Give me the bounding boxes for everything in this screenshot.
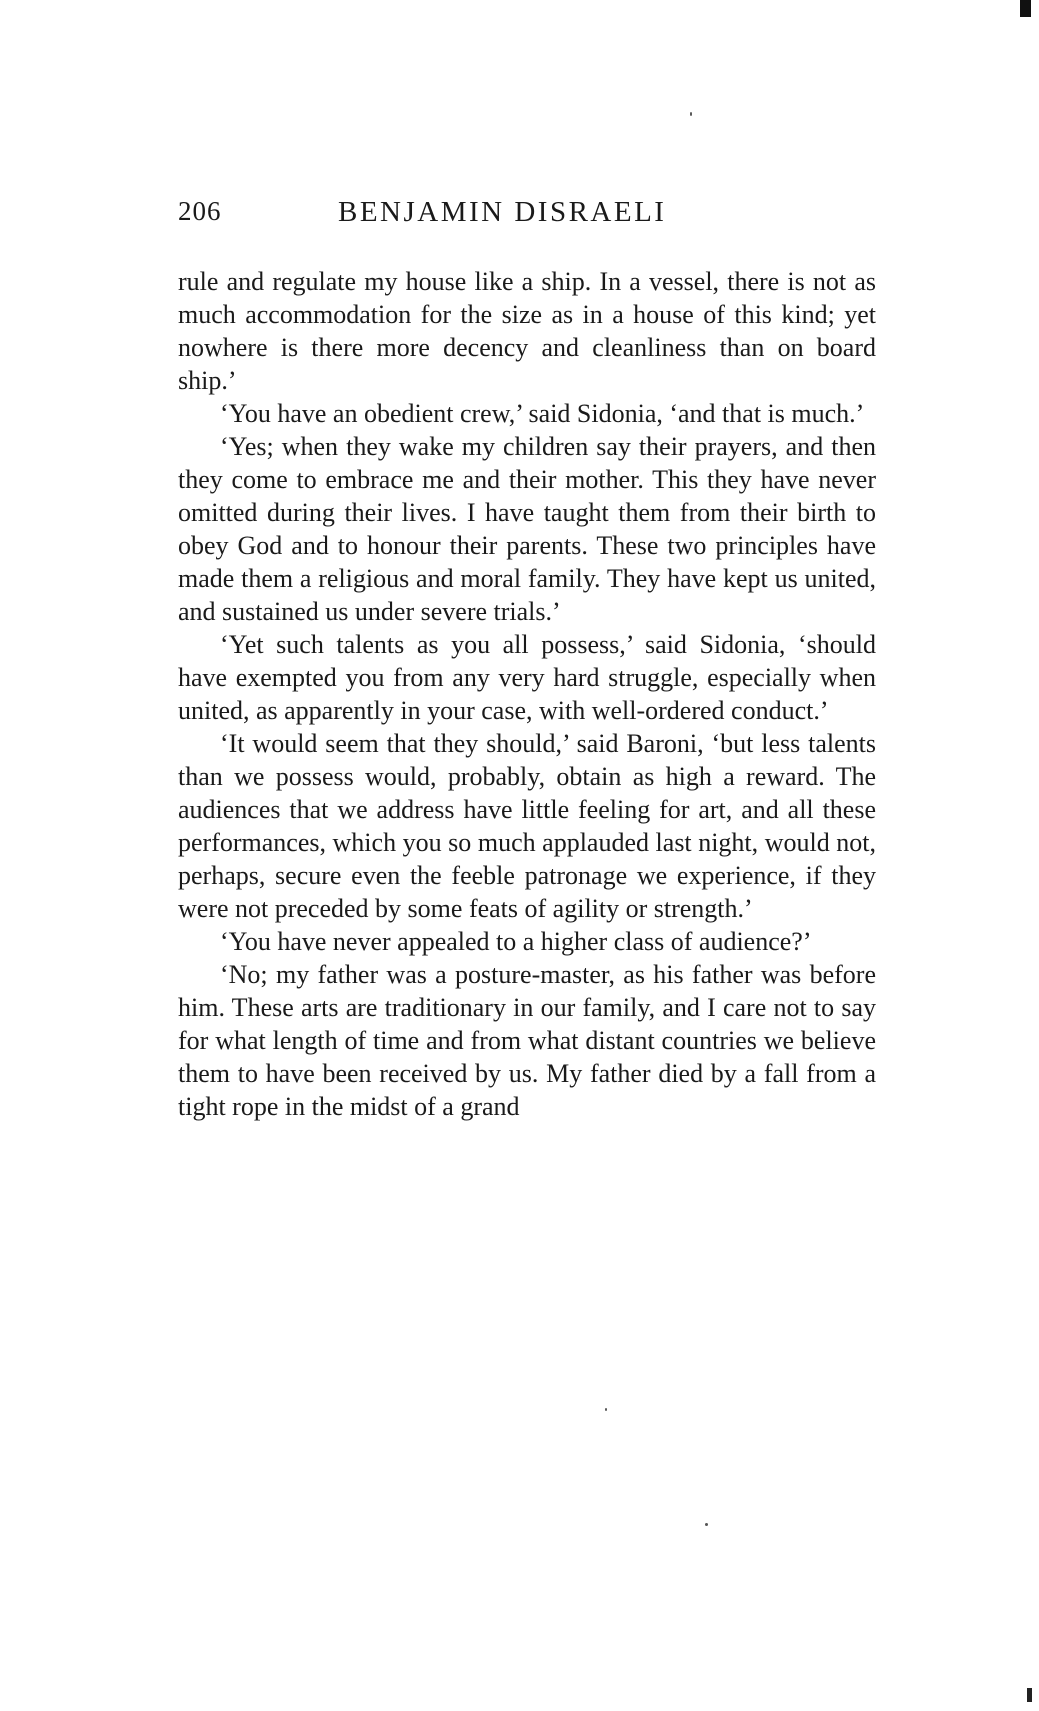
scan-speck [605, 1408, 607, 1411]
running-title: BENJAMIN DISRAELI [338, 196, 667, 228]
scan-edge-mark [1027, 1688, 1032, 1702]
scan-speck [690, 112, 692, 116]
paragraph: rule and regulate my house like a ship. In a vessel, there is not as much accommodation for the size as in a house of this kind; yet nowhere is there more decency and cleanliness than on board ship.’ [178, 267, 876, 395]
paragraph: ‘Yet such talents as you all possess,’ said Sidonia, ‘should have exempted you from any very hard struggle, especially when united, as apparently in your case, with well-ordered conduct.’ [178, 630, 876, 725]
paragraph: ‘It would seem that they should,’ said Baroni, ‘but less talents than we possess would, probably, obtain as high a reward. The audiences that we address have little feeling for art, and all these performances, which you so much applauded last night, would not, perhaps, secure even the feeble patronage we experience, if they were not preceded by some feats of agility or strength.’ [178, 729, 876, 923]
body-text [178, 265, 876, 1123]
page-header [178, 196, 876, 236]
paragraph: ‘Yes; when they wake my children say their prayers, and then they come to embrace me and their mother. This they have never omitted during their lives. I have taught them from their birth to obey God and to honour their parents. These two principles have made them a religious and moral family. They have kept us united, and sustained us under severe trials.’ [178, 432, 876, 626]
page-number: 206 [178, 196, 222, 226]
paragraph: ‘You have never appealed to a higher class of audience?’ [220, 927, 812, 956]
paragraph: ‘No; my father was a posture-master, as his father was before him. These arts are traditionary in our family, and I care not to say for what length of time and from what distant countries we believe them to have been received by us. My father died by a fall from a tight rope in the midst of a grand [178, 960, 876, 1121]
scan-speck [705, 1523, 708, 1526]
paragraph: ‘You have an obedient crew,’ said Sidonia, ‘and that is much.’ [220, 399, 865, 428]
scan-corner-mark [1020, 0, 1031, 17]
